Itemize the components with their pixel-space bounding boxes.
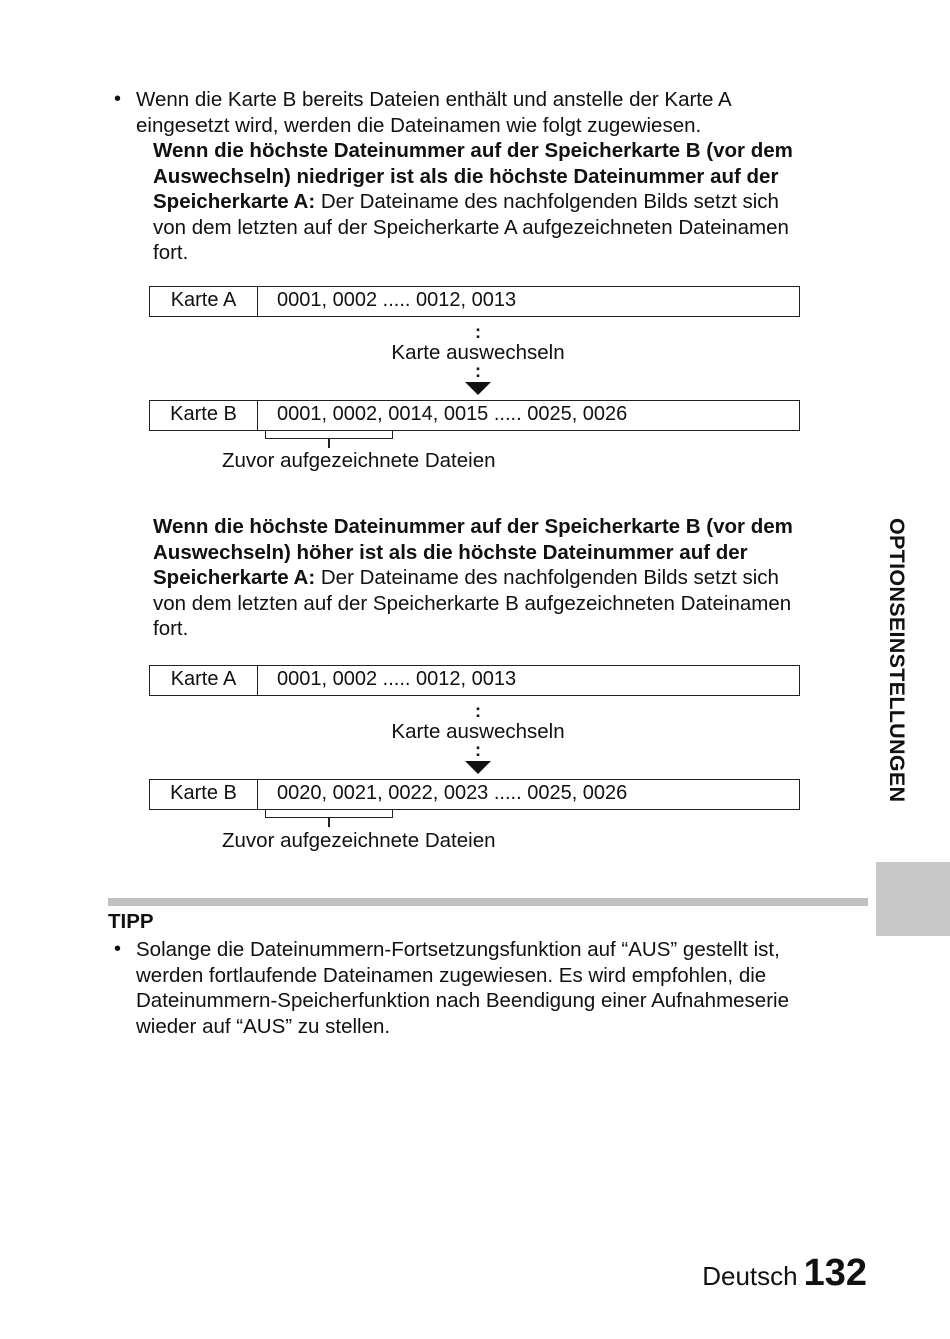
- tip-line-1: Solange die Dateinummern-Fortsetzungsfunktion auf “AUS” gestellt ist,: [136, 938, 780, 961]
- tip-paragraph: [136, 937, 789, 1039]
- case1-heading-line-3: Speicherkarte A:: [153, 190, 316, 213]
- case2-heading-line-1: Wenn die höchste Dateinummer auf der Speicherkarte B (vor dem: [153, 515, 793, 538]
- card-a-label: Karte A: [150, 287, 258, 316]
- swap-card-label: Karte auswechseln: [391, 720, 565, 743]
- card-b-label: Karte B: [150, 780, 258, 809]
- case1-line-3: [153, 189, 793, 215]
- case1-card-b-row: [149, 400, 800, 431]
- bracket-pointer: [328, 818, 330, 827]
- bullet-marker: •: [114, 938, 122, 960]
- case2-heading-line-3: Speicherkarte A:: [153, 566, 316, 589]
- case2-text-line-3: Der Dateiname des nachfolgenden Bilds setzt sich: [315, 566, 779, 589]
- case1-text-line-3: Der Dateiname des nachfolgenden Bilds setzt sich: [315, 190, 779, 213]
- bullet-marker: •: [114, 88, 122, 110]
- case2-card-a-row: [149, 665, 800, 696]
- card-a-label: Karte A: [150, 666, 258, 695]
- case2-line-4: von dem letzten auf der Speicherkarte B aufgezeichneten Dateinamen: [153, 591, 792, 615]
- bracket-pointer: [328, 439, 330, 448]
- case1-card-a-row: [149, 286, 800, 317]
- page-number: 132: [803, 1252, 867, 1294]
- case1-line-5: fort.: [153, 241, 189, 264]
- intro-line-2: eingesetzt wird, werden die Dateinamen wie folgt zugewiesen.: [136, 113, 702, 137]
- card-b-files: 0001, 0002, 0014, 0015 ..... 0025, 0026: [277, 403, 628, 425]
- section-side-label: OPTIONSEINSTELLUNGEN: [885, 518, 909, 803]
- previous-files-label: Zuvor aufgezeichnete Dateien: [222, 829, 496, 852]
- card-b-files: 0020, 0021, 0022, 0023 ..... 0025, 0026: [277, 782, 628, 804]
- card-a-files: 0001, 0002 ..... 0012, 0013: [277, 289, 517, 311]
- tip-line-4: wieder auf “AUS” zu stellen.: [136, 1014, 391, 1038]
- separator-dots: :: [475, 322, 481, 342]
- case1-line-4: von dem letzten auf der Speicherkarte A aufgezeichneten Dateinamen: [153, 215, 789, 239]
- intro-paragraph: [136, 87, 732, 138]
- intro-line-1: Wenn die Karte B bereits Dateien enthält und anstelle der Karte A: [136, 88, 732, 111]
- tip-line-3: Dateinummern-Speicherfunktion nach Beendigung einer Aufnahmeserie: [136, 989, 789, 1012]
- tip-divider: [108, 898, 868, 906]
- case1-heading-line-2: Auswechseln) niedriger ist als die höchste Dateinummer auf der: [153, 164, 779, 188]
- arrow-down-icon: [465, 761, 491, 774]
- previous-files-bracket: [265, 810, 393, 818]
- card-b-label: Karte B: [150, 401, 258, 430]
- case2-heading-line-2: Auswechseln) höher ist als die höchste Dateinummer auf der: [153, 540, 748, 564]
- previous-files-bracket: [265, 431, 393, 439]
- card-a-files: 0001, 0002 ..... 0012, 0013: [277, 668, 517, 690]
- tip-title: TIPP: [108, 910, 154, 933]
- case2-paragraph: [153, 514, 793, 642]
- section-tab-marker: [876, 862, 950, 936]
- separator-dots: :: [475, 361, 481, 381]
- swap-card-label: Karte auswechseln: [391, 341, 565, 364]
- case2-line-5: fort.: [153, 617, 189, 640]
- separator-dots: :: [475, 740, 481, 760]
- case2-line-3: [153, 565, 793, 591]
- page-footer: [702, 1252, 867, 1295]
- case1-heading-line-1: Wenn die höchste Dateinummer auf der Speicherkarte B (vor dem: [153, 139, 793, 162]
- separator-dots: :: [475, 701, 481, 721]
- case2-card-b-row: [149, 779, 800, 810]
- arrow-down-icon: [465, 382, 491, 395]
- footer-language: Deutsch: [702, 1261, 798, 1291]
- previous-files-label: Zuvor aufgezeichnete Dateien: [222, 449, 496, 472]
- tip-line-2: werden fortlaufende Dateinamen zugewiesen. Es wird empfohlen, die: [136, 963, 767, 987]
- case1-paragraph: [153, 138, 793, 266]
